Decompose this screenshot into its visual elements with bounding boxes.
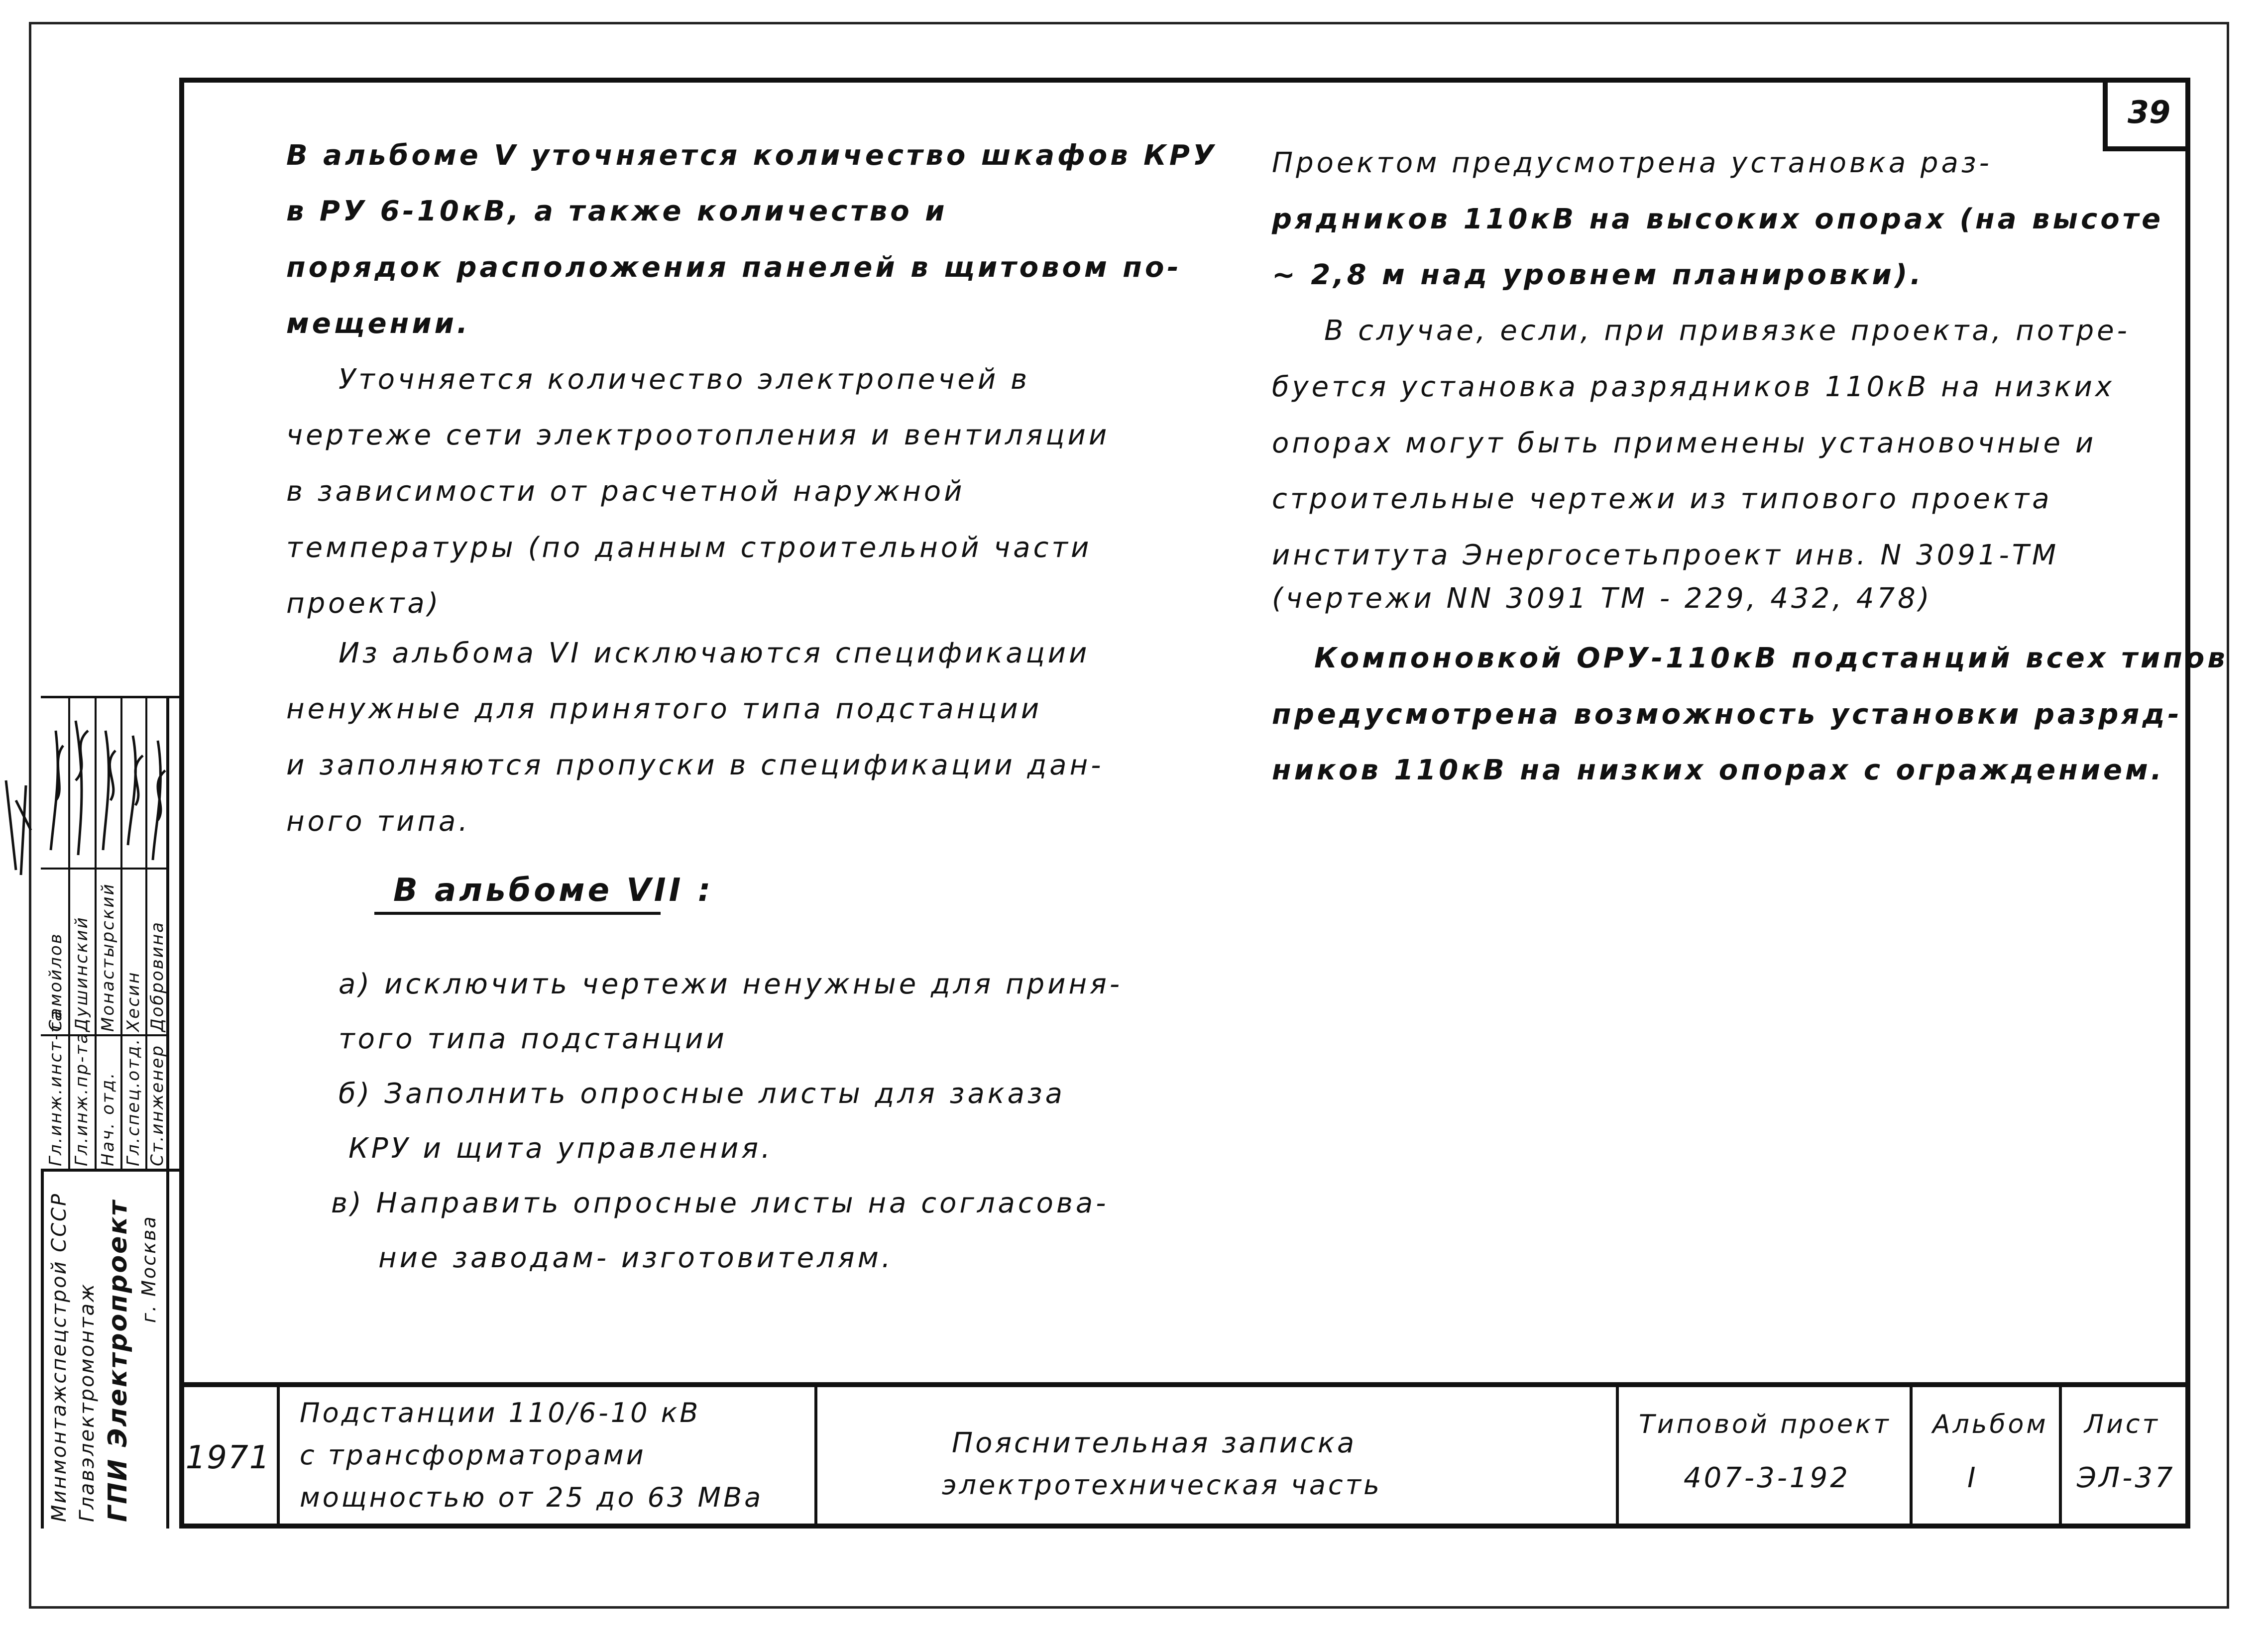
album-label: Альбом bbox=[1932, 1410, 2048, 1439]
stamp-name-2: Душинский bbox=[72, 916, 92, 1032]
stamp-role-1: Гл.инж.инст-та bbox=[46, 1009, 66, 1166]
object-cell bbox=[277, 1387, 814, 1529]
stamp-role-2: Гл.инж.пр-та bbox=[72, 1032, 92, 1166]
right-p1-line-3: ~ 2,8 м над уровнем планировки). bbox=[1272, 259, 1924, 291]
left-p1-line-3: порядок расположения панелей в щитовом по- bbox=[286, 251, 1182, 284]
drawing-frame bbox=[179, 78, 2190, 1529]
right-p2-line-6: (чертежи NN 3091 ТМ - 229, 432, 478) bbox=[1272, 582, 1932, 615]
project-number: 407-3-192 bbox=[1684, 1462, 1850, 1494]
right-p3-line-3: ников 110кВ на низких опорах с ограждением. bbox=[1272, 754, 2165, 786]
right-p3-line-1: Компоновкой ОРУ-110кВ подстанций всех типов bbox=[1314, 642, 2228, 674]
item-b-line-1: б) Заполнить опросные листы для заказа bbox=[339, 1078, 1065, 1110]
left-p2-line-3: в зависимости от расчетной наружной bbox=[286, 475, 965, 508]
left-p1-line-1: В альбоме V уточняется количество шкафов КРУ bbox=[286, 139, 1218, 172]
left-p2-line-5: проекта) bbox=[286, 587, 442, 620]
item-c-line-1: в) Направить опросные листы на согласова- bbox=[331, 1187, 1109, 1219]
object-line-2: с трансформаторами bbox=[300, 1439, 646, 1471]
right-p2-line-3: опорах могут быть применены установочные и bbox=[1272, 427, 2097, 459]
album-value: I bbox=[1967, 1462, 1978, 1494]
stamp-role-3: Нач. отд. bbox=[98, 1071, 118, 1166]
document-line-1: Пояснительная записка bbox=[952, 1427, 1357, 1459]
left-p3-line-3: и заполняются пропуски в спецификации дан- bbox=[286, 749, 1104, 781]
left-p2-line-4: температуры (по данным строительной части bbox=[286, 532, 1092, 564]
sheet-number: 39 bbox=[2103, 78, 2190, 151]
stamp-org-1: Минмонтажспецстрой СССР bbox=[48, 1192, 71, 1522]
stamp-org-3: ГПИ Электропроект bbox=[103, 1199, 133, 1522]
stamp-name-5: Добровина bbox=[147, 921, 167, 1032]
right-p3-line-2: предусмотрена возможность установки разряд- bbox=[1272, 698, 2182, 731]
project-cell bbox=[1616, 1387, 1910, 1529]
stamp-org-4: г. Москва bbox=[138, 1215, 160, 1323]
object-line-1: Подстанции 110/6-10 кВ bbox=[300, 1397, 701, 1428]
stamp-name-4: Хесин bbox=[123, 971, 143, 1032]
right-p1-line-1: Проектом предусмотрена установка раз- bbox=[1272, 147, 1992, 179]
right-p2-line-5: института Энергосетьпроект инв. N 3091-ТМ bbox=[1272, 539, 2059, 571]
right-p1-line-2: рядников 110кВ на высоких опорах (на высоте bbox=[1272, 203, 2164, 235]
sheet-cell bbox=[2059, 1387, 2185, 1529]
title-block bbox=[179, 1382, 2190, 1529]
left-p3-line-4: ного типа. bbox=[286, 805, 471, 838]
sheet-value: ЭЛ-37 bbox=[2077, 1462, 2175, 1494]
left-p3-line-2: ненужные для принятого типа подстанции bbox=[286, 693, 1042, 725]
margin-mark-icon bbox=[1, 770, 41, 885]
item-c-line-2: ние заводам- изготовителям. bbox=[378, 1242, 894, 1274]
right-p2-line-1: В случае, если, при привязке проекта, потре- bbox=[1324, 315, 2130, 347]
document-line-2: электротехническая часть bbox=[942, 1469, 1382, 1501]
left-p1-line-4: мещении. bbox=[286, 308, 471, 340]
left-p2-line-1: Уточняется количество электропечей в bbox=[339, 363, 1030, 396]
item-a-line-2: того типа подстанции bbox=[339, 1023, 727, 1055]
stamp-name-3: Монастырский bbox=[98, 882, 118, 1032]
item-b-line-2: КРУ и щита управления. bbox=[348, 1132, 773, 1165]
signatures-image bbox=[41, 701, 170, 865]
year: 1971 bbox=[185, 1439, 271, 1476]
stamp-org-2: Главэлектромонтаж bbox=[76, 1282, 99, 1522]
left-p1-line-2: в РУ 6-10кВ, а также количество и bbox=[286, 195, 948, 227]
approval-stamp bbox=[41, 696, 179, 1529]
left-p2-line-2: чертеже сети электроотопления и вентиляции bbox=[286, 419, 1110, 451]
album-cell bbox=[1910, 1387, 2059, 1529]
object-line-3: мощностью от 25 до 63 МВа bbox=[300, 1482, 764, 1513]
sheet-label: Лист bbox=[2084, 1410, 2160, 1439]
project-label: Типовой проект bbox=[1639, 1410, 1891, 1439]
stamp-role-5: Ст.инженер bbox=[147, 1044, 167, 1166]
document-cell bbox=[814, 1387, 1616, 1529]
right-p2-line-4: строительные чертежи из типового проекта bbox=[1272, 483, 2052, 515]
left-p3-line-1: Из альбома VI исключаются спецификации bbox=[339, 637, 1090, 669]
album-vii-heading: В альбоме VII : bbox=[393, 872, 714, 909]
stamp-name-1: Самойлов bbox=[46, 932, 66, 1032]
heading-underline bbox=[374, 912, 661, 915]
item-a-line-1: а) исключить чертежи ненужные для приня- bbox=[339, 968, 1123, 1000]
right-p2-line-2: буется установка разрядников 110кВ на низких bbox=[1272, 371, 2115, 403]
stamp-role-4: Гл.спец.отд. bbox=[123, 1037, 143, 1166]
